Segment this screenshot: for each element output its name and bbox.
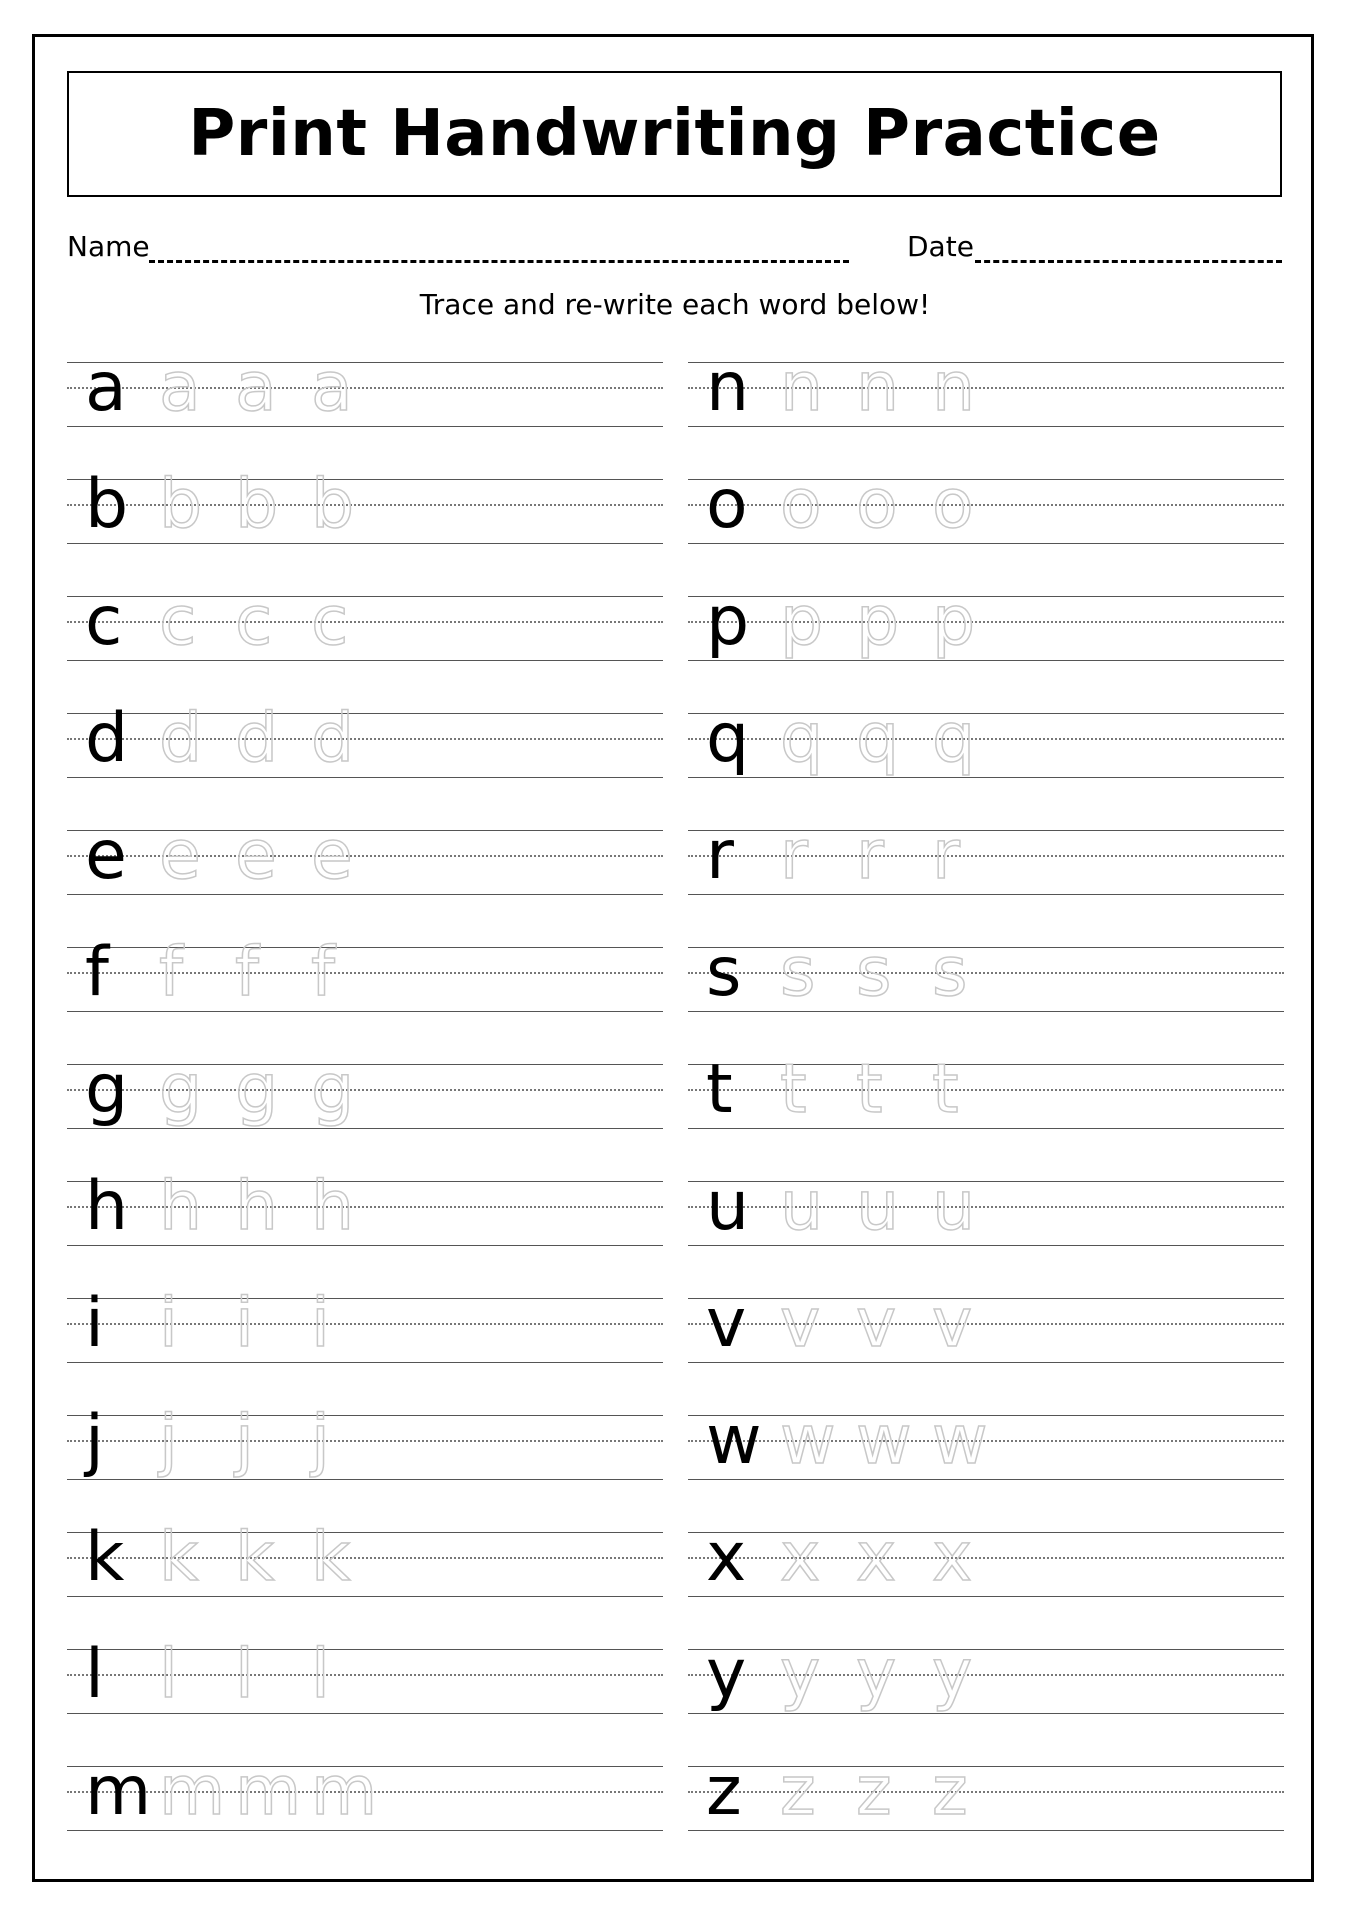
trace-letter-p: p <box>932 582 976 661</box>
trace-letter-n: n <box>856 348 900 427</box>
model-letter-u: u <box>706 1167 750 1246</box>
writing-line <box>688 1245 1284 1246</box>
trace-letter-p: p <box>856 582 900 661</box>
trace-letter-h: h <box>159 1167 203 1246</box>
name-label: Name <box>67 230 150 263</box>
writing-line <box>688 1064 1284 1065</box>
trace-letter-i: i <box>159 1284 178 1363</box>
practice-row-i[interactable] <box>67 1284 663 1415</box>
practice-row-c[interactable] <box>67 582 663 713</box>
writing-line <box>67 1298 663 1299</box>
writing-line <box>688 1532 1284 1533</box>
trace-letter-s: s <box>780 933 816 1012</box>
practice-row-y[interactable] <box>688 1635 1284 1766</box>
dotted-guide-line <box>67 621 663 623</box>
model-letter-p: p <box>706 582 750 661</box>
trace-letter-u: u <box>780 1167 824 1246</box>
trace-letter-z: z <box>856 1752 892 1831</box>
dotted-guide-line <box>688 621 1284 623</box>
model-letter-y: y <box>706 1635 747 1714</box>
model-letter-i: i <box>85 1284 104 1363</box>
trace-letter-t: t <box>780 1050 807 1129</box>
trace-letter-j: j <box>159 1401 178 1480</box>
writing-line <box>688 660 1284 661</box>
model-letter-w: w <box>706 1401 762 1480</box>
date-field[interactable] <box>975 230 1282 263</box>
trace-letter-w: w <box>856 1401 912 1480</box>
model-letter-h: h <box>85 1167 129 1246</box>
model-letter-v: v <box>706 1284 747 1363</box>
trace-letter-m: m <box>311 1752 378 1831</box>
dotted-guide-line <box>67 1440 663 1442</box>
trace-letter-s: s <box>932 933 968 1012</box>
trace-letter-e: e <box>235 816 277 895</box>
trace-letter-i: i <box>311 1284 330 1363</box>
practice-row-t[interactable] <box>688 1050 1284 1181</box>
practice-row-l[interactable] <box>67 1635 663 1766</box>
dotted-guide-line <box>688 1089 1284 1091</box>
trace-letter-b: b <box>235 465 279 544</box>
trace-letter-k: k <box>159 1518 199 1597</box>
practice-row-v[interactable] <box>688 1284 1284 1415</box>
trace-letter-c: c <box>159 582 197 661</box>
dotted-guide-line <box>67 1557 663 1559</box>
writing-line <box>67 1532 663 1533</box>
model-letter-d: d <box>85 699 129 778</box>
writing-line <box>688 830 1284 831</box>
model-letter-k: k <box>85 1518 125 1597</box>
writing-line <box>67 713 663 714</box>
model-letter-z: z <box>706 1752 742 1831</box>
model-letter-o: o <box>706 465 748 544</box>
trace-letter-m: m <box>159 1752 226 1831</box>
writing-line <box>688 479 1284 480</box>
dotted-guide-line <box>688 1674 1284 1676</box>
practice-row-w[interactable] <box>688 1401 1284 1532</box>
trace-letter-g: g <box>311 1050 355 1129</box>
writing-line <box>688 713 1284 714</box>
trace-letter-u: u <box>856 1167 900 1246</box>
trace-letter-f: f <box>311 933 335 1012</box>
writing-line <box>67 830 663 831</box>
trace-letter-d: d <box>159 699 203 778</box>
writing-line <box>688 894 1284 895</box>
writing-line <box>67 1479 663 1480</box>
model-letter-l: l <box>85 1635 104 1714</box>
writing-line <box>67 1064 663 1065</box>
trace-letter-v: v <box>932 1284 973 1363</box>
dotted-guide-line <box>688 1323 1284 1325</box>
model-letter-s: s <box>706 933 742 1012</box>
trace-letter-y: y <box>932 1635 973 1714</box>
writing-line <box>67 362 663 363</box>
trace-letter-n: n <box>780 348 824 427</box>
dotted-guide-line <box>688 1206 1284 1208</box>
writing-line <box>67 1596 663 1597</box>
writing-line <box>688 1649 1284 1650</box>
writing-line <box>688 596 1284 597</box>
trace-letter-w: w <box>780 1401 836 1480</box>
trace-letter-q: q <box>932 699 976 778</box>
dotted-guide-line <box>67 1089 663 1091</box>
trace-letter-b: b <box>159 465 203 544</box>
model-letter-a: a <box>85 348 127 427</box>
trace-letter-i: i <box>235 1284 254 1363</box>
writing-line <box>67 1713 663 1714</box>
writing-line <box>688 1830 1284 1831</box>
trace-letter-a: a <box>159 348 201 427</box>
practice-row-n[interactable] <box>688 348 1284 479</box>
writing-line <box>67 1181 663 1182</box>
trace-letter-e: e <box>311 816 353 895</box>
model-letter-j: j <box>85 1401 104 1480</box>
dotted-guide-line <box>688 1557 1284 1559</box>
writing-line <box>67 479 663 480</box>
page-title: Print Handwriting Practice <box>188 97 1161 171</box>
dotted-guide-line <box>688 855 1284 857</box>
writing-line <box>688 543 1284 544</box>
trace-letter-p: p <box>780 582 824 661</box>
writing-line <box>688 1298 1284 1299</box>
practice-row-m[interactable] <box>67 1752 663 1883</box>
practice-row-a[interactable] <box>67 348 663 479</box>
date-label: Date <box>907 230 974 263</box>
model-letter-x: x <box>706 1518 747 1597</box>
trace-letter-r: r <box>856 816 884 895</box>
writing-line <box>67 660 663 661</box>
dotted-guide-line <box>67 1674 663 1676</box>
writing-line <box>688 1362 1284 1363</box>
dotted-guide-line <box>67 972 663 974</box>
model-letter-q: q <box>706 699 750 778</box>
trace-letter-m: m <box>235 1752 302 1831</box>
trace-letter-c: c <box>311 582 349 661</box>
model-letter-m: m <box>85 1752 152 1831</box>
trace-letter-s: s <box>856 933 892 1012</box>
trace-letter-q: q <box>856 699 900 778</box>
dotted-guide-line <box>67 1323 663 1325</box>
left-letter-column <box>67 348 663 1883</box>
dotted-guide-line <box>67 387 663 389</box>
model-letter-b: b <box>85 465 129 544</box>
model-letter-r: r <box>706 816 734 895</box>
model-letter-t: t <box>706 1050 733 1129</box>
writing-line <box>688 1766 1284 1767</box>
writing-line <box>688 1596 1284 1597</box>
trace-letter-o: o <box>856 465 898 544</box>
writing-line <box>688 1181 1284 1182</box>
trace-letter-w: w <box>932 1401 988 1480</box>
trace-letter-z: z <box>932 1752 968 1831</box>
dotted-guide-line <box>688 504 1284 506</box>
writing-line <box>67 1649 663 1650</box>
instructions: Trace and re-write each word below! <box>419 288 931 321</box>
practice-row-j[interactable] <box>67 1401 663 1532</box>
dotted-guide-line <box>67 738 663 740</box>
trace-letter-j: j <box>311 1401 330 1480</box>
trace-letter-k: k <box>311 1518 351 1597</box>
writing-line <box>688 947 1284 948</box>
practice-row-z[interactable] <box>688 1752 1284 1883</box>
trace-letter-l: l <box>235 1635 254 1714</box>
trace-letter-o: o <box>780 465 822 544</box>
trace-letter-e: e <box>159 816 201 895</box>
writing-line <box>67 596 663 597</box>
trace-letter-y: y <box>856 1635 897 1714</box>
writing-line <box>67 543 663 544</box>
trace-letter-j: j <box>235 1401 254 1480</box>
practice-row-q[interactable] <box>688 699 1284 830</box>
model-letter-g: g <box>85 1050 129 1129</box>
dotted-guide-line <box>688 387 1284 389</box>
trace-letter-u: u <box>932 1167 976 1246</box>
writing-line <box>67 1245 663 1246</box>
trace-letter-v: v <box>780 1284 821 1363</box>
dotted-guide-line <box>67 504 663 506</box>
practice-row-e[interactable] <box>67 816 663 947</box>
trace-letter-y: y <box>780 1635 821 1714</box>
practice-row-p[interactable] <box>688 582 1284 713</box>
practice-row-u[interactable] <box>688 1167 1284 1298</box>
writing-line <box>67 1128 663 1129</box>
practice-row-r[interactable] <box>688 816 1284 947</box>
trace-letter-l: l <box>159 1635 178 1714</box>
trace-letter-g: g <box>159 1050 203 1129</box>
writing-line <box>688 1128 1284 1129</box>
model-letter-e: e <box>85 816 127 895</box>
trace-letter-f: f <box>159 933 183 1012</box>
trace-letter-f: f <box>235 933 259 1012</box>
trace-letter-v: v <box>856 1284 897 1363</box>
dotted-guide-line <box>688 972 1284 974</box>
writing-line <box>688 777 1284 778</box>
trace-letter-t: t <box>856 1050 883 1129</box>
writing-line <box>67 894 663 895</box>
trace-letter-x: x <box>856 1518 897 1597</box>
trace-letter-d: d <box>235 699 279 778</box>
writing-line <box>688 362 1284 363</box>
trace-letter-c: c <box>235 582 273 661</box>
dotted-guide-line <box>67 1206 663 1208</box>
trace-letter-t: t <box>932 1050 959 1129</box>
model-letter-n: n <box>706 348 750 427</box>
practice-row-g[interactable] <box>67 1050 663 1181</box>
practice-row-b[interactable] <box>67 465 663 596</box>
writing-line <box>688 1713 1284 1714</box>
trace-letter-x: x <box>932 1518 973 1597</box>
name-field[interactable] <box>149 230 849 263</box>
writing-line <box>67 1362 663 1363</box>
dotted-guide-line <box>688 1791 1284 1793</box>
writing-line <box>688 426 1284 427</box>
info-row <box>67 230 1282 270</box>
trace-letter-r: r <box>932 816 960 895</box>
writing-line <box>688 1011 1284 1012</box>
writing-line <box>67 1415 663 1416</box>
trace-letter-d: d <box>311 699 355 778</box>
writing-line <box>67 777 663 778</box>
trace-letter-l: l <box>311 1635 330 1714</box>
trace-letter-z: z <box>780 1752 816 1831</box>
trace-letter-b: b <box>311 465 355 544</box>
trace-letter-a: a <box>311 348 353 427</box>
title-box <box>67 71 1282 197</box>
writing-line <box>67 1011 663 1012</box>
trace-letter-o: o <box>932 465 974 544</box>
model-letter-c: c <box>85 582 123 661</box>
practice-row-o[interactable] <box>688 465 1284 596</box>
writing-line <box>67 426 663 427</box>
practice-row-h[interactable] <box>67 1167 663 1298</box>
trace-letter-h: h <box>311 1167 355 1246</box>
practice-row-k[interactable] <box>67 1518 663 1649</box>
practice-row-x[interactable] <box>688 1518 1284 1649</box>
trace-letter-a: a <box>235 348 277 427</box>
dotted-guide-line <box>67 855 663 857</box>
model-letter-f: f <box>85 933 109 1012</box>
trace-letter-k: k <box>235 1518 275 1597</box>
trace-letter-g: g <box>235 1050 279 1129</box>
practice-row-d[interactable] <box>67 699 663 830</box>
dotted-guide-line <box>688 738 1284 740</box>
trace-letter-r: r <box>780 816 808 895</box>
trace-letter-n: n <box>932 348 976 427</box>
trace-letter-q: q <box>780 699 824 778</box>
writing-line <box>67 947 663 948</box>
trace-letter-h: h <box>235 1167 279 1246</box>
practice-row-f[interactable] <box>67 933 663 1064</box>
practice-row-s[interactable] <box>688 933 1284 1064</box>
trace-letter-x: x <box>780 1518 821 1597</box>
right-letter-column <box>688 348 1284 1883</box>
